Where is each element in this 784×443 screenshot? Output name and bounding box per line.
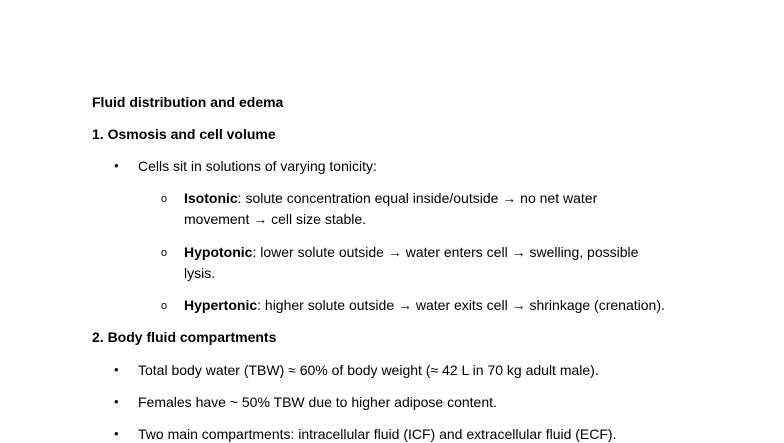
- section-heading-compartments: 2. Body fluid compartments: [92, 329, 277, 345]
- sub-bullet-marker: o: [161, 247, 168, 259]
- bullet-marker: •: [114, 426, 119, 441]
- sub-item-text: : lower solute outside → water enters cell → swelling, possible: [252, 244, 639, 260]
- bullet-marker: •: [114, 158, 119, 173]
- term-hypertonic: Hypertonic: [184, 297, 258, 313]
- document-title: Fluid distribution and edema: [92, 94, 284, 110]
- sub-item-text: : solute concentration equal inside/outside → no net water: [237, 190, 598, 206]
- sub-item-text: : higher solute outside → water exits cell → shrinkage (crenation).: [257, 297, 665, 313]
- section-heading-osmosis: 1. Osmosis and cell volume: [92, 126, 276, 142]
- term-hypotonic: Hypotonic: [184, 244, 253, 260]
- sub-item-continuation: lysis.: [184, 265, 216, 281]
- sub-item-isotonic: [184, 189, 597, 207]
- bullet-tbw: Total body water (TBW) ≈ 60% of body weight (≈ 42 L in 70 kg adult male).: [138, 362, 599, 378]
- sub-bullet-marker: o: [161, 300, 168, 312]
- bullet-marker: •: [114, 362, 119, 377]
- sub-bullet-marker: o: [161, 193, 168, 205]
- bullet-females: Females have ~ 50% TBW due to higher adipose content.: [138, 394, 497, 410]
- sub-item-hypertonic: [184, 296, 665, 314]
- bullet-tonicity: Cells sit in solutions of varying tonicity:: [138, 158, 377, 174]
- sub-item-hypotonic: [184, 243, 638, 261]
- bullet-marker: •: [114, 394, 119, 409]
- bullet-compartments: Two main compartments: intracellular fluid (ICF) and extracellular fluid (ECF).: [138, 426, 617, 442]
- sub-item-continuation: movement → cell size stable.: [184, 211, 367, 227]
- term-isotonic: Isotonic: [184, 190, 238, 206]
